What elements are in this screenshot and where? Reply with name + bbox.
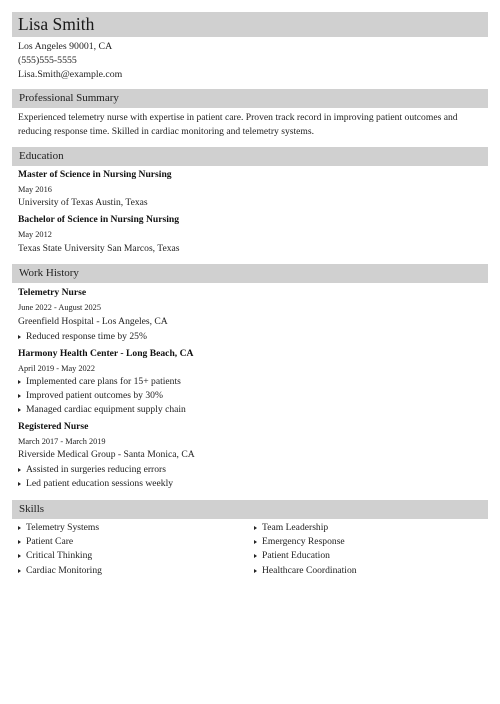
education-school: University of Texas Austin, Texas <box>18 197 148 208</box>
contact-email: Lisa.Smith@example.com <box>18 69 123 80</box>
skills-section-header <box>12 500 488 519</box>
job-title: Telemetry Nurse <box>18 287 87 298</box>
summary-section-header <box>12 89 488 108</box>
bullet-icon <box>18 408 21 412</box>
job-dates: March 2017 - March 2019 <box>18 437 106 446</box>
education-date: May 2012 <box>18 230 52 239</box>
job-title: Registered Nurse <box>18 421 89 432</box>
job-title: Harmony Health Center - Long Beach, CA <box>18 348 194 359</box>
education-section-title: Education <box>19 150 64 162</box>
education-degree: Master of Science in Nursing Nursing <box>18 169 172 180</box>
bullet-icon <box>254 526 257 530</box>
job-dates: April 2019 - May 2022 <box>18 364 95 373</box>
contact-address: Los Angeles 90001, CA <box>18 41 113 52</box>
bullet-icon <box>18 380 21 384</box>
job-employer: Riverside Medical Group - Santa Monica, CA <box>18 449 195 460</box>
contact-phone: (555)555-5555 <box>18 55 77 66</box>
work-section-header <box>12 264 488 283</box>
work-section-title: Work History <box>19 267 79 279</box>
bullet-icon <box>254 569 257 573</box>
bullet-icon <box>18 554 21 558</box>
job-employer: Greenfield Hospital - Los Angeles, CA <box>18 316 168 327</box>
education-date: May 2016 <box>18 185 52 194</box>
bullet-icon <box>18 394 21 398</box>
summary-section-title: Professional Summary <box>19 92 119 104</box>
job-dates: June 2022 - August 2025 <box>18 303 101 312</box>
name-banner <box>12 12 488 37</box>
education-degree: Bachelor of Science in Nursing Nursing <box>18 214 180 225</box>
bullet-icon <box>254 540 257 544</box>
summary-text: Experienced telemetry nurse with expertise in patient care. Proven track record in improving patient outcomes and reducing response time. Skilled in cardiac monitoring and telemetry systems. <box>18 112 458 137</box>
candidate-name: Lisa Smith <box>18 14 95 34</box>
skills-section-title: Skills <box>19 503 45 515</box>
bullet-icon <box>254 554 257 558</box>
bullet-icon <box>18 468 21 472</box>
education-school: Texas State University San Marcos, Texas <box>18 243 180 254</box>
bullet-icon <box>18 540 21 544</box>
bullet-icon <box>18 526 21 530</box>
education-section-header <box>12 147 488 166</box>
bullet-icon <box>18 482 21 486</box>
bullet-icon <box>18 335 21 339</box>
resume-page: Lisa Smith Los Angeles 90001, CA (555)555-5555 Lisa.Smith@example.com Professional Summary Experienced telemetry nurse with expertise in patient care. Proven track record in improving patient outcomes and reducing response time. Skilled in cardiac monitoring and telemetry systems. Education Master of Science in Nursing Nursing May 2016 University of Texas Austin, Texas Bachelor of Science in Nursing Nursing May 2012 Texas State University San Marcos, Texas Work History Telemetry Nurse June 2022 - August 2025 Greenfield Hospital - Los Angeles, CA Reduced response time by 25% Harmony Health Center - Long Beach, CA April 2019 - May 2022 Implemented care plans for 15+ patients Improved patient outcomes by 30% Managed cardiac equipment supply chain Registered Nurse March 2017 - March 2019 Riverside Medical Group - Santa Monica, CA Assisted in surgeries reducing errors Led patient education sessions weekly Skills Telemetry Systems Patient Care Critical Thinking Cardiac Monitoring Team Leadership Emergency Response Patient Education Healthcare Coordination <box>0 0 500 704</box>
bullet-icon <box>18 569 21 573</box>
